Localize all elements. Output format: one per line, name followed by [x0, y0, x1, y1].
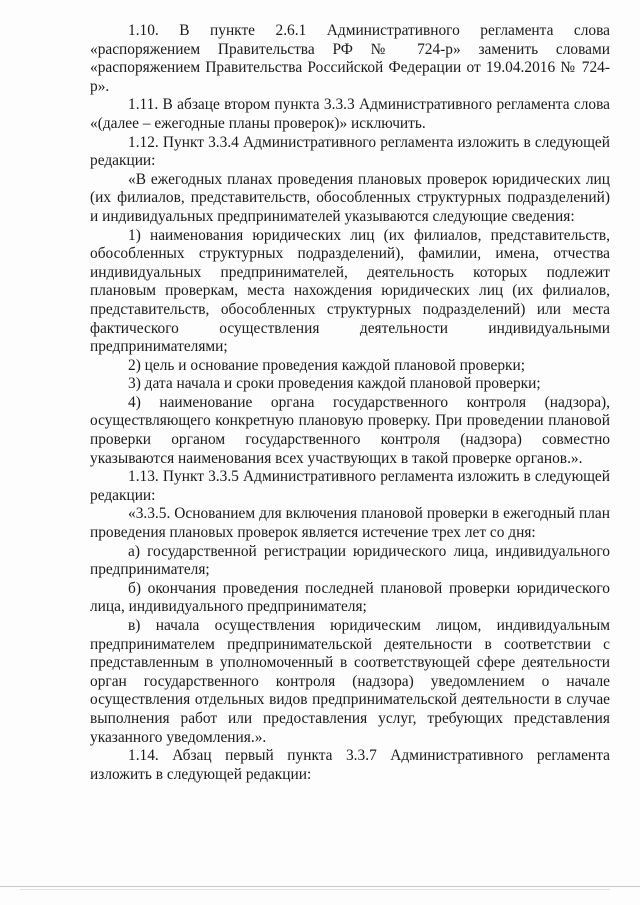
list-item-v: в) начала осуществления юридическим лицом, индивидуальным предпринимателем предпринимательской деятельности в соответствии с представленным в уполномоченный в соответствующей сфере деятельности орган государственного контроля (надзора) уведомлением о начале осуществления отдельных видов предпринимательской деятельности в случае выполнения работ или предоставления услуг, требующих представления указанного уведомления.». [90, 617, 610, 746]
list-item-2: 2) цель и основание проведения каждой плановой проверки; [128, 356, 526, 374]
paragraph-1-14: 1.14. Абзац первый пункта 3.3.7 Административного регламента изложить в следующей редакции: [90, 747, 610, 783]
scan-edge-line-faint [20, 889, 610, 890]
paragraph-1-10: 1.10. В пункте 2.6.1 Административного регламента слова «распоряжением Правительства РФ № 724-р» заменить словами «распоряжением Правительства Российской Федерации от 19.04.2016 № 724-р». [90, 22, 610, 95]
list-item-b: б) окончания проведения последней плановой проверки юридического лица, индивидуального предпринимателя; [90, 579, 610, 616]
scan-edge-line [0, 886, 640, 887]
list-item-3: 3) дата начала и сроки проведения каждой плановой проверки; [128, 375, 541, 393]
list-item-4: 4) наименование органа государственного контроля (надзора), осуществляющего конкретную плановую проверку. При проведении плановой проверки органом государственного контроля (надзора) совместно указываются наименования всех участвующих в такой проверке органов.». [90, 393, 610, 467]
paragraph-3-3-5: «3.3.5. Основанием для включения плановой проверки в ежегодный план проведения плановых проверок является истечение трех лет со дня: [90, 505, 610, 542]
list-item-1: 1) наименования юридических лиц (их филиалов, представительств, обособленных структурных подразделений), фамилии, имена, отчества индивидуальных предпринимателей, деятельность которых подлежит плановым проверкам, места нахождения юридических лиц (их филиалов, представительств, обособленных структурных подразделений) или места фактического осуществления деятельности индивидуальными предпринимателями; [90, 226, 610, 356]
document-body [90, 22, 610, 784]
paragraph-quote-plans: «В ежегодных планах проведения плановых проверок юридических лиц (их филиалов, представительств, обособленных структурных подразделений) и индивидуальных предпринимателей указываются следующие сведения: [90, 170, 610, 225]
paragraph-1-12: 1.12. Пункт 3.3.4 Административного регламента изложить в следующей редакции: [90, 133, 610, 170]
paragraph-1-11: 1.11. В абзаце втором пункта 3.3.3 Административного регламента слова «(далее – ежегодные планы проверок)» исключить. [90, 96, 610, 132]
list-item-a: а) государственной регистрации юридического лица, индивидуального предпринимателя; [90, 542, 610, 579]
paragraph-1-13: 1.13. Пункт 3.3.5 Административного регламента изложить в следующей редакции: [90, 468, 610, 504]
